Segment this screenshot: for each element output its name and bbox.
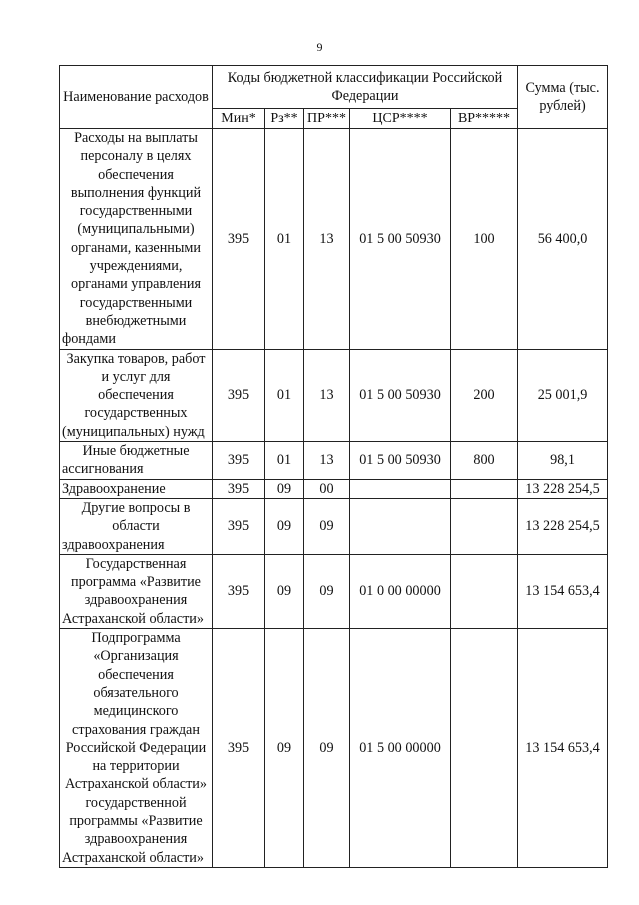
row-sum: 25 001,9 (518, 349, 608, 441)
row-sum: 13 228 254,5 (518, 498, 608, 554)
row-min: 395 (213, 349, 265, 441)
row-rz: 09 (265, 479, 304, 498)
row-vr (451, 629, 518, 868)
row-name: Закупка товаров, работ и услуг для обеспечения государственных (муниципальных) нужд (60, 349, 213, 441)
header-min: Мин* (213, 109, 265, 129)
row-sum: 98,1 (518, 442, 608, 480)
header-rz: Рз** (265, 109, 304, 129)
row-sum: 13 154 653,4 (518, 554, 608, 628)
row-min: 395 (213, 554, 265, 628)
row-csr: 01 5 00 00000 (350, 629, 451, 868)
table-row (60, 349, 608, 441)
row-sum: 13 154 653,4 (518, 629, 608, 868)
row-pr: 09 (304, 554, 350, 628)
row-rz: 01 (265, 442, 304, 480)
row-rz: 09 (265, 498, 304, 554)
table-row (60, 129, 608, 350)
row-vr (451, 498, 518, 554)
table-header-row (60, 66, 608, 109)
row-vr: 100 (451, 129, 518, 350)
row-csr: 01 5 00 50930 (350, 349, 451, 441)
row-rz: 09 (265, 629, 304, 868)
row-name: Здравоохранение (60, 479, 213, 498)
row-rz: 01 (265, 349, 304, 441)
table-row (60, 479, 608, 498)
budget-table (59, 65, 608, 868)
row-pr: 13 (304, 349, 350, 441)
row-vr (451, 479, 518, 498)
row-pr: 00 (304, 479, 350, 498)
row-csr (350, 498, 451, 554)
header-sum-column: Сумма (тыс. рублей) (518, 66, 608, 129)
row-vr (451, 554, 518, 628)
row-rz: 09 (265, 554, 304, 628)
header-name-column: Наименование расходов (60, 66, 213, 129)
row-sum: 56 400,0 (518, 129, 608, 350)
table-row (60, 554, 608, 628)
table-row (60, 442, 608, 480)
row-csr: 01 5 00 50930 (350, 442, 451, 480)
table-row (60, 498, 608, 554)
row-vr: 800 (451, 442, 518, 480)
row-name: Расходы на выплаты персоналу в целях обеспечения выполнения функций государственными (муниципальными) органами, казенными учреждениями, органами управления государственными внебюджетными фондами (60, 129, 213, 350)
row-pr: 09 (304, 498, 350, 554)
row-csr: 01 5 00 50930 (350, 129, 451, 350)
header-pr: ПР*** (304, 109, 350, 129)
table-row (60, 629, 608, 868)
row-pr: 09 (304, 629, 350, 868)
row-csr (350, 479, 451, 498)
row-min: 395 (213, 129, 265, 350)
header-csr: ЦСР**** (350, 109, 451, 129)
row-min: 395 (213, 479, 265, 498)
row-rz: 01 (265, 129, 304, 350)
row-sum: 13 228 254,5 (518, 479, 608, 498)
row-csr: 01 0 00 00000 (350, 554, 451, 628)
row-pr: 13 (304, 442, 350, 480)
row-min: 395 (213, 629, 265, 868)
row-name: Иные бюджетные ассигнования (60, 442, 213, 480)
page-number: 9 (316, 40, 323, 54)
row-min: 395 (213, 442, 265, 480)
row-name: Подпрограмма «Организация обеспечения обязательного медицинского страхования граждан Российской Федерации на территории Астраханской области» государственной программы «Развитие здравоохранения Астраханской области» (60, 629, 213, 868)
row-name: Государственная программа «Развитие здравоохранения Астраханской области» (60, 554, 213, 628)
row-pr: 13 (304, 129, 350, 350)
row-min: 395 (213, 498, 265, 554)
header-codes-group: Коды бюджетной классификации Российской Федерации (213, 66, 518, 109)
row-vr: 200 (451, 349, 518, 441)
row-name: Другие вопросы в области здравоохранения (60, 498, 213, 554)
header-vr: ВР***** (451, 109, 518, 129)
